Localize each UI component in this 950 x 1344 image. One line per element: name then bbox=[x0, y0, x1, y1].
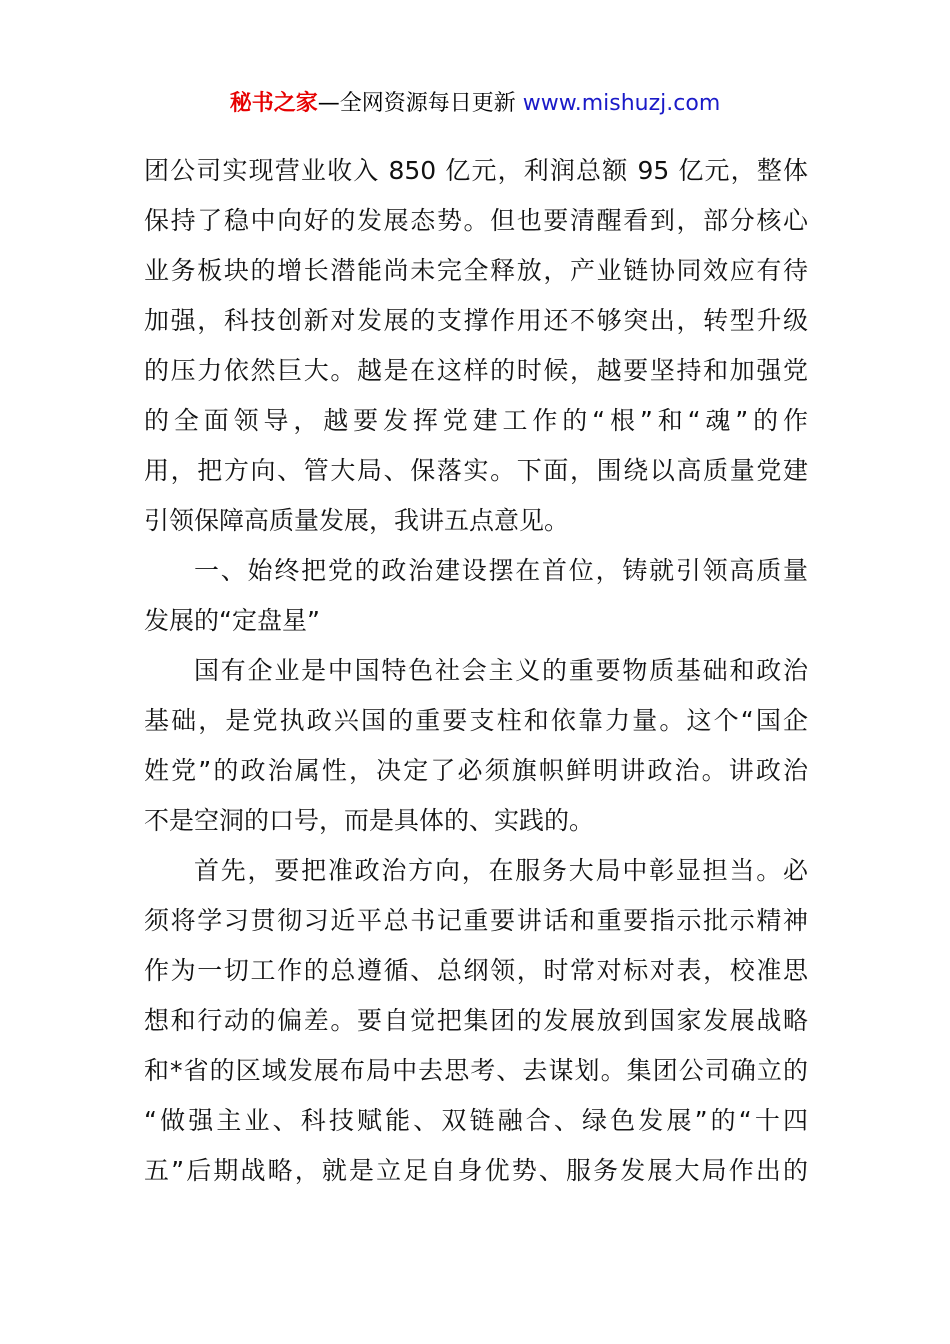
document-body bbox=[144, 146, 808, 1196]
text-line: 保持了稳中向好的发展态势。但也要清醒看到，部分核心 bbox=[144, 206, 808, 235]
site-url-link[interactable]: www.mishuzj.com bbox=[522, 91, 721, 116]
site-brand: 秘书之家 bbox=[229, 91, 318, 116]
text-line: 业务板块的增长潜能尚未完全释放，产业链协同效应有待 bbox=[144, 256, 808, 285]
text-line: 不是空洞的口号，而是具体的、实践的。 bbox=[144, 806, 595, 835]
text-line: 团公司实现营业收入 850 亿元，利润总额 95 亿元，整体 bbox=[144, 156, 808, 185]
text-line: 作为一切工作的总遵循、总纲领，时常对标对表，校准思 bbox=[144, 956, 808, 985]
text-line: 发展的“定盘星” bbox=[144, 606, 320, 635]
text-line: “做强主业、科技赋能、双链融合、绿色发展”的“十四 bbox=[144, 1106, 808, 1135]
text-line: 基础，是党执政兴国的重要支柱和依靠力量。这个“国企 bbox=[144, 706, 808, 735]
text-line: 的全面领导，越要发挥党建工作的“根”和“魂”的作 bbox=[144, 406, 808, 435]
text-line: 的压力依然巨大。越是在这样的时候，越要坚持和加强党 bbox=[144, 356, 808, 385]
text-line: 引领保障高质量发展，我讲五点意见。 bbox=[144, 506, 570, 535]
text-line: 姓党”的政治属性，决定了必须旗帜鲜明讲政治。讲政治 bbox=[144, 756, 808, 785]
text-line: 国有企业是中国特色社会主义的重要物质基础和政治 bbox=[194, 656, 808, 685]
text-line: 首先，要把准政治方向，在服务大局中彰显担当。必 bbox=[194, 856, 808, 885]
text-line: 加强，科技创新对发展的支撑作用还不够突出，转型升级 bbox=[144, 306, 808, 335]
text-line: 一、始终把党的政治建设摆在首位，铸就引领高质量 bbox=[194, 556, 808, 585]
text-line: 想和行动的偏差。要自觉把集团的发展放到国家发展战略 bbox=[144, 1006, 808, 1035]
page-header bbox=[0, 86, 950, 122]
text-line: 五”后期战略，就是立足自身优势、服务发展大局作出的 bbox=[144, 1156, 808, 1185]
text-line: 用，把方向、管大局、保落实。下面，围绕以高质量党建 bbox=[144, 456, 808, 485]
site-tagline: —全网资源每日更新 bbox=[317, 91, 523, 116]
text-line: 和*省的区域发展布局中去思考、去谋划。集团公司确立的 bbox=[144, 1056, 808, 1085]
text-line: 须将学习贯彻习近平总书记重要讲话和重要指示批示精神 bbox=[144, 906, 808, 935]
